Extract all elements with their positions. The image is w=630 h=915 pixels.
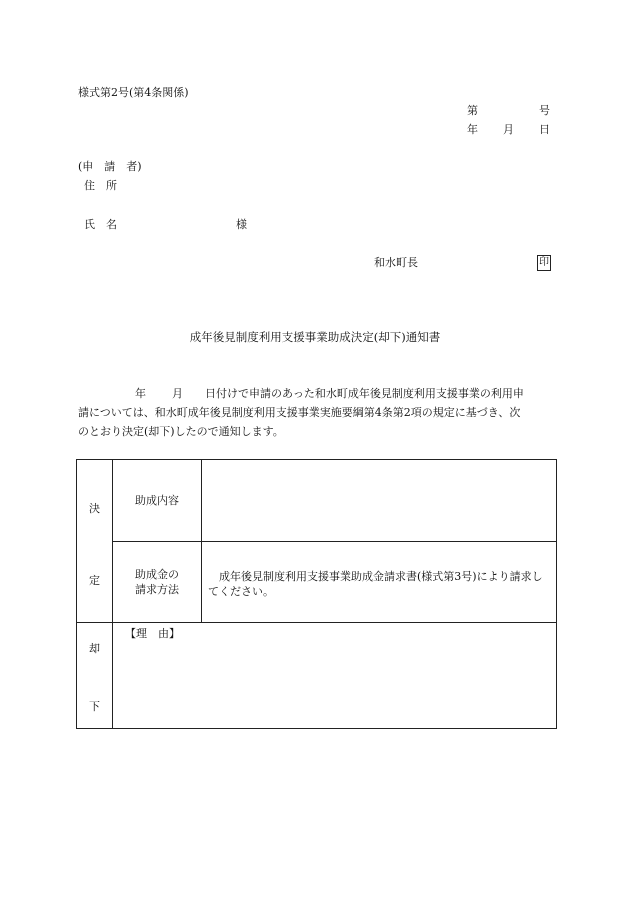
- claim-method-label-line2: 請求方法: [135, 582, 179, 596]
- honorific: 様: [236, 218, 247, 231]
- name-label: 氏 名: [84, 218, 117, 231]
- table-row-claim: [77, 541, 557, 623]
- body-paragraph: [78, 384, 560, 441]
- issuer-title: 和水町長: [374, 256, 418, 269]
- grant-content-value: [202, 460, 557, 542]
- grant-content-label: 助成内容: [113, 460, 202, 542]
- date-day: 日: [539, 123, 550, 136]
- decision-char-1: 決: [89, 502, 100, 515]
- body-line2: 請については、和水町成年後見制度利用支援事業実施要綱第4条第2項の規定に基づき、次: [78, 406, 521, 419]
- document-title: 成年後見制度利用支援事業助成決定(却下)通知書: [189, 330, 441, 344]
- body-year: 年: [135, 387, 146, 400]
- decision-table: [76, 459, 557, 729]
- reason-cell: [113, 623, 557, 729]
- table-row-reject: [77, 623, 557, 729]
- decision-char-2: 定: [89, 574, 100, 587]
- reason-label: 【理 由】: [125, 627, 180, 640]
- decision-cell: [77, 460, 113, 623]
- body-line1: 日付けで申請のあった和水町成年後見制度利用支援事業の利用申: [205, 387, 524, 400]
- claim-method-label: [113, 541, 202, 623]
- date-month: 月: [503, 123, 514, 136]
- reject-cell: [77, 623, 113, 729]
- body-month: 月: [172, 387, 183, 400]
- applicant-header: (申 請 者): [78, 160, 142, 173]
- seal-mark: 印: [537, 255, 551, 271]
- table-row-content: [77, 460, 557, 542]
- doc-number-suffix: 号: [539, 104, 550, 117]
- doc-number-prefix: 第: [467, 104, 478, 117]
- date-year: 年: [467, 123, 478, 136]
- reject-char-1: 却: [89, 641, 100, 655]
- form-id: 様式第2号(第4条関係): [78, 86, 189, 99]
- claim-method-value: 成年後見制度利用支援事業助成金請求書(様式第3号)により請求してください。: [202, 541, 557, 623]
- reject-char-2: 下: [89, 699, 100, 713]
- address-label: 住 所: [84, 179, 117, 192]
- claim-method-label-line1: 助成金の: [135, 567, 179, 581]
- body-line3: のとおり決定(却下)したので通知します。: [78, 425, 284, 438]
